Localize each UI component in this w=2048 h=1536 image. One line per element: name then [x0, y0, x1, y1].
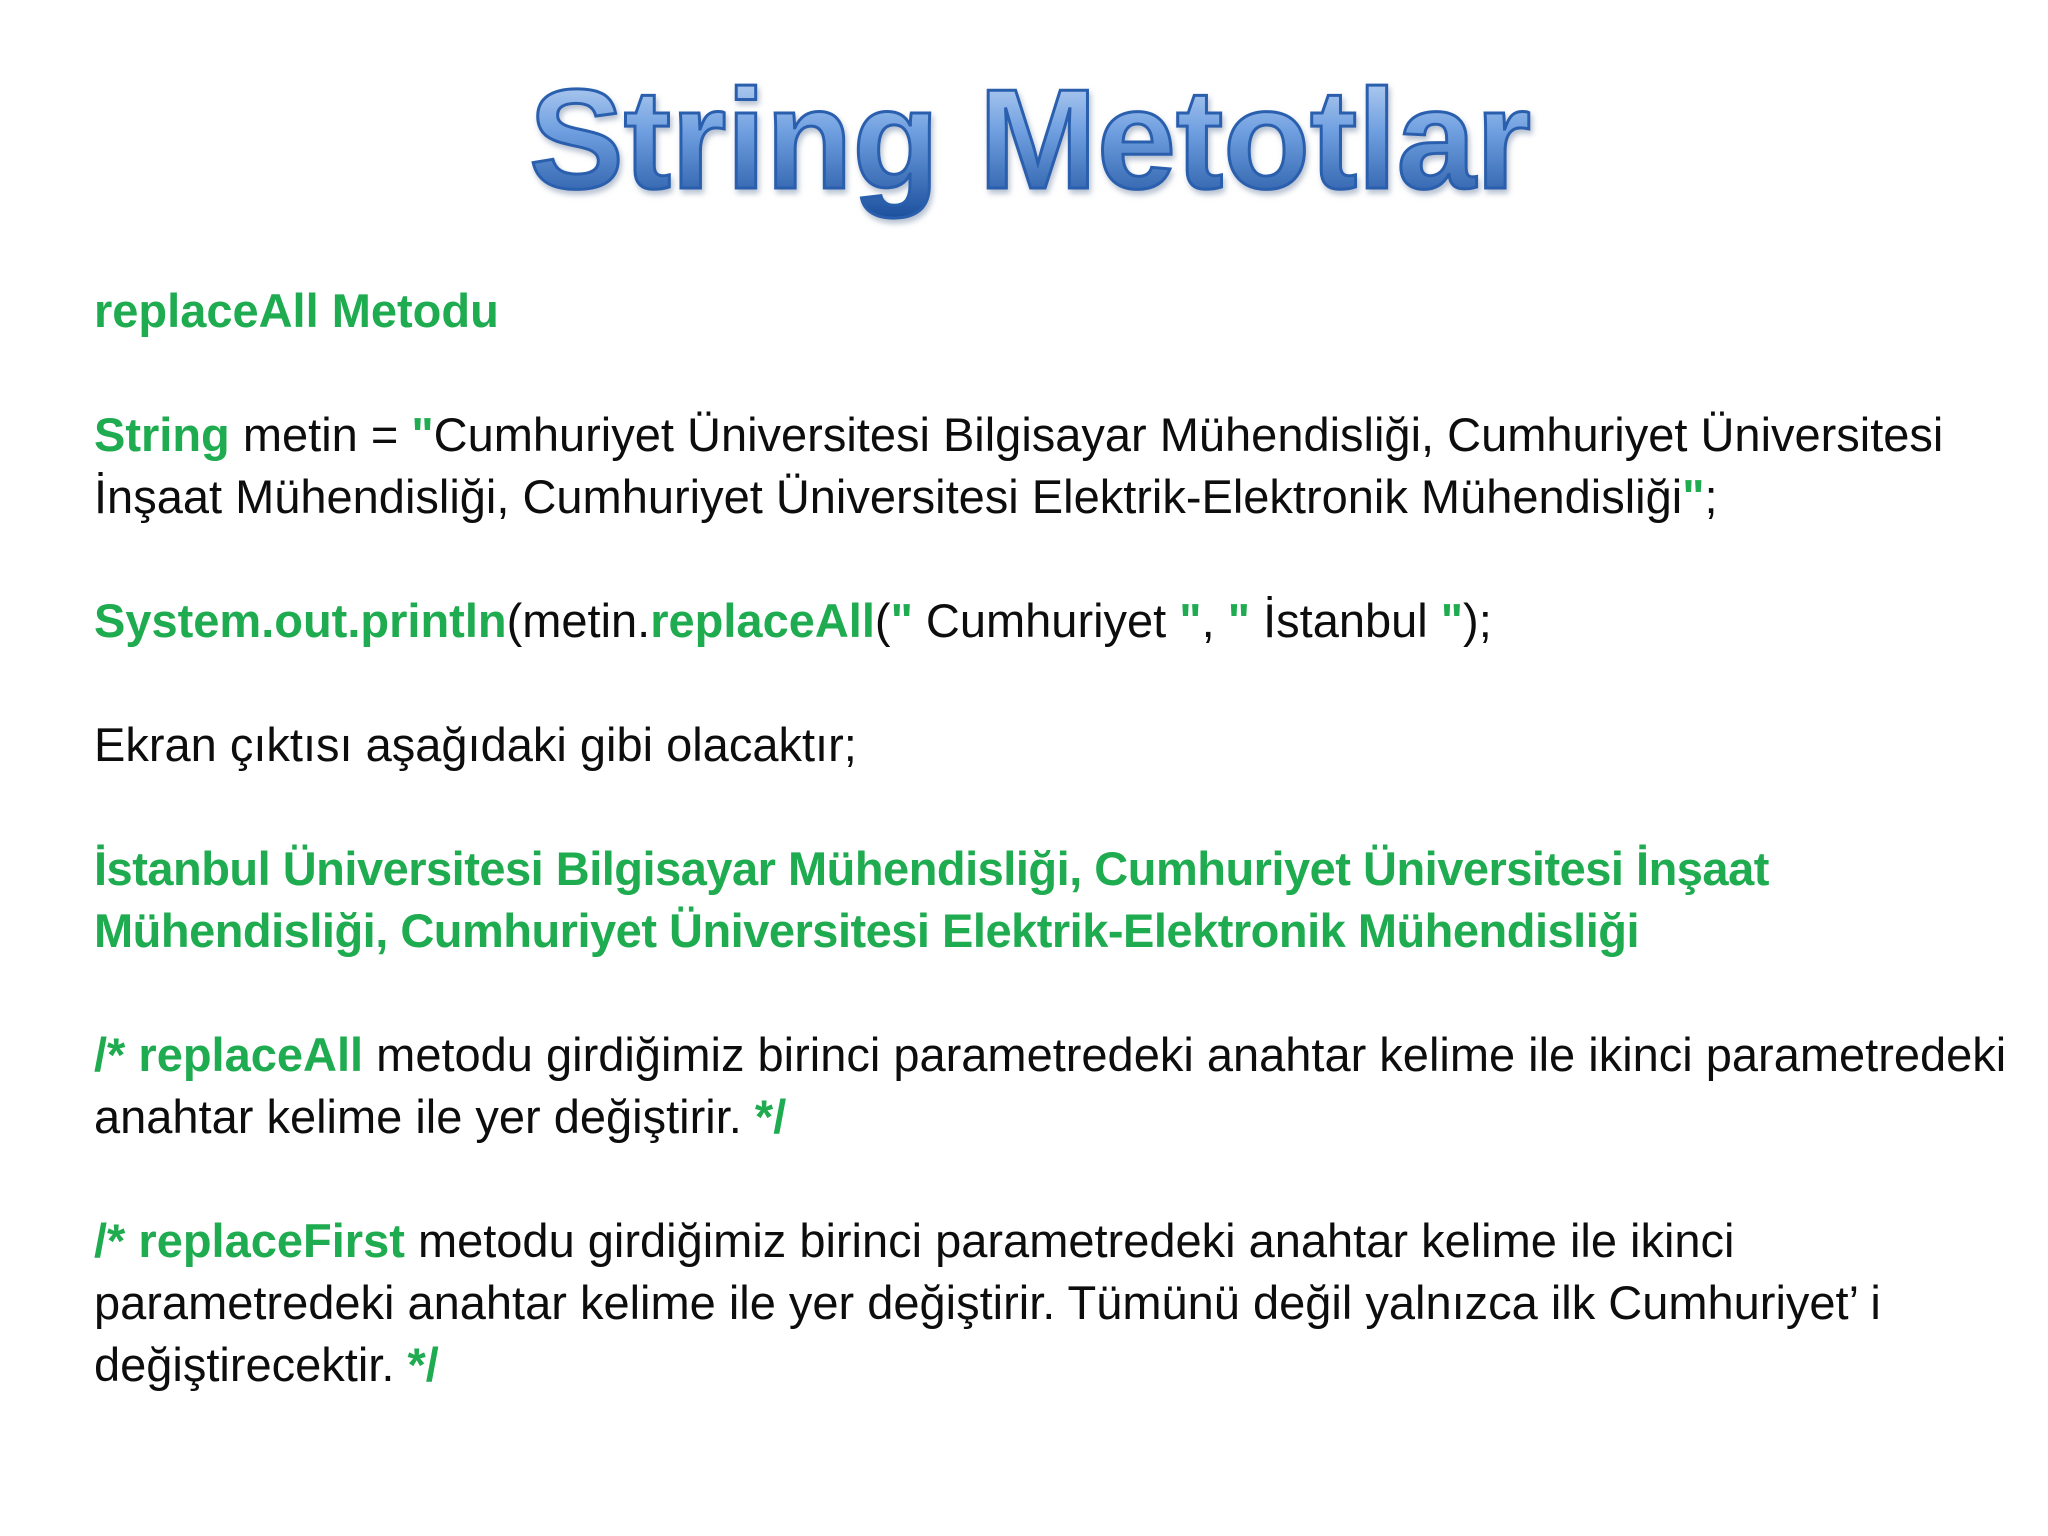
- print-call: System.out.println: [94, 594, 507, 647]
- arg2-quote-open: ": [1227, 594, 1251, 647]
- output-intro: Ekran çıktısı aşağıdaki gibi olacaktır;: [94, 718, 857, 771]
- arg2-quote-close: ": [1440, 594, 1464, 647]
- comment-open: /*: [94, 1028, 139, 1081]
- print-close: );: [1463, 594, 1492, 647]
- comment-text: metodu girdiğimiz birinci parametredeki anahtar kelime ile ikinci parametredeki anahtar kelime ile yer değiştirir. Tümünü değil yalnızca ilk Cumhuriyet’ i değiştirecektir.: [94, 1214, 1881, 1391]
- print-statement: [94, 590, 2024, 652]
- comment-keyword: replaceAll: [138, 1028, 364, 1081]
- section-heading: replaceAll Metodu: [94, 284, 499, 337]
- slide-title: String Metotlar: [529, 60, 1531, 219]
- title-graphic: [0, 60, 2048, 230]
- paren-open: (: [874, 594, 891, 647]
- title-area: [0, 60, 2048, 230]
- arg2-text: İstanbul: [1250, 594, 1441, 647]
- comment-close: */: [754, 1090, 787, 1143]
- output-text: İstanbul Üniversitesi Bilgisayar Mühendisliği, Cumhuriyet Üniversitesi İnşaat Mühendisliği, Cumhuriyet Üniversitesi Elektrik-Elektronik Mühendisliği: [94, 842, 1769, 957]
- quote-open: ": [411, 408, 434, 461]
- comment-open: /*: [94, 1214, 139, 1267]
- slide-content: [94, 280, 2024, 1458]
- comment-close: */: [407, 1338, 439, 1391]
- quote-close: ": [1682, 470, 1705, 523]
- arg1-quote-close: ": [1179, 594, 1202, 647]
- type-keyword: String: [94, 408, 230, 461]
- comment-keyword: replaceFirst: [138, 1214, 405, 1267]
- string-literal: Cumhuriyet Üniversitesi Bilgisayar Mühendisliği, Cumhuriyet Üniversitesi İnşaat Mühendisliği, Cumhuriyet Üniversitesi Elektrik-Elektronik Mühendisliği: [94, 408, 1944, 523]
- method-name: replaceAll: [650, 594, 875, 647]
- comment-replace-first: [94, 1210, 2024, 1396]
- arg1-text: Cumhuriyet: [912, 594, 1180, 647]
- code-declaration: [94, 404, 2024, 528]
- print-open: (metin.: [506, 594, 651, 647]
- comment-text: metodu girdiğimiz birinci parametredeki anahtar kelime ile ikinci parametredeki anahtar kelime ile yer değiştirir.: [94, 1028, 2007, 1143]
- comment-replace-all: [94, 1024, 2024, 1148]
- arg-separator: ,: [1201, 594, 1228, 647]
- arg1-quote-open: ": [890, 594, 913, 647]
- terminator: ;: [1704, 470, 1718, 523]
- declaration-text: metin =: [229, 408, 412, 461]
